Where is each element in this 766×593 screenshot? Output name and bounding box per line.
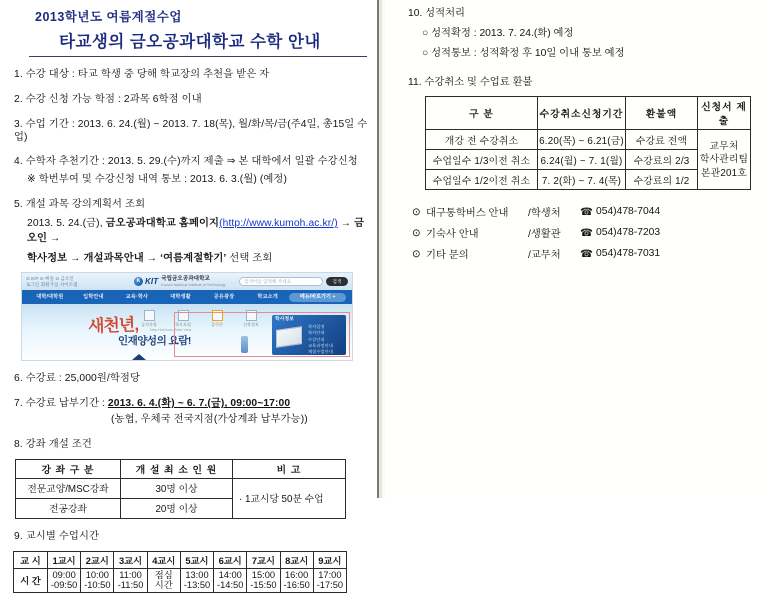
page-divider bbox=[377, 0, 385, 498]
cell: 수업일수 1/3이전 취소 bbox=[426, 150, 538, 170]
contact-label: 기숙사 안내 bbox=[426, 229, 479, 241]
cell: 개강 전 수강취소 bbox=[426, 130, 538, 150]
period-header: 7교시 bbox=[247, 551, 280, 568]
panel-link: 계절수업안내 bbox=[308, 348, 333, 354]
banner-widget bbox=[241, 336, 248, 353]
cell: 6.20(목) ~ 6.21(금) bbox=[538, 130, 626, 150]
panel-link: 학사일정 bbox=[308, 324, 325, 330]
homepage-link[interactable]: (http://www.kumoh.ac.kr/) bbox=[219, 218, 338, 230]
cell: 수업일수 1/2이전 취소 bbox=[426, 170, 538, 190]
kit-logo bbox=[134, 276, 226, 287]
lunch-cell: 점심 시간 bbox=[147, 568, 180, 592]
item-5-date: 2013. 5. 24.(금), bbox=[27, 218, 106, 230]
bullet-icon: ⊙ bbox=[412, 206, 421, 218]
bullet-icon: ⊙ bbox=[412, 227, 421, 239]
item-7 bbox=[14, 398, 369, 427]
period-header: 1교시 bbox=[48, 551, 81, 568]
contact-row bbox=[412, 246, 758, 261]
book-icon bbox=[276, 326, 302, 348]
period-header: 5교시 bbox=[180, 551, 213, 568]
col-header: 강 좌 구 분 bbox=[16, 459, 121, 478]
table-header-row bbox=[426, 97, 751, 130]
table-row bbox=[426, 130, 751, 150]
contact-label: 기타 문의 bbox=[426, 250, 469, 262]
col-header: 구 분 bbox=[426, 97, 538, 130]
item-6: 6. 수강료 : 25,000원/학점당 bbox=[14, 373, 141, 385]
banner-headline: 새천년, bbox=[87, 315, 139, 337]
doc-subtitle: 2013학년도 여름계절수업 bbox=[35, 10, 182, 24]
menu-gaeseol: 개설과목안내 bbox=[83, 252, 144, 264]
item-7-label: 7. 수강료 납부기간 : bbox=[14, 398, 108, 410]
nav-item: 입학안내 bbox=[83, 294, 104, 301]
homepage-label: 금오공과대학교 홈페이지 bbox=[105, 218, 220, 230]
period-header: 4교시 bbox=[147, 551, 180, 568]
panel-link: 교육과정안내 bbox=[308, 342, 333, 348]
kit-logo-icon: K bbox=[134, 277, 143, 286]
quick-item-label: 클릭존 bbox=[211, 322, 223, 328]
document-page-2 bbox=[385, 0, 766, 498]
table-header-row bbox=[16, 459, 346, 478]
contact-dept: /교무처 bbox=[528, 250, 561, 262]
university-name: 국립금오공과대학교 bbox=[161, 276, 210, 283]
kit-logo-text: KIT bbox=[145, 276, 159, 286]
col-header: 신청서 제출 bbox=[698, 97, 751, 130]
contact-phone: 054)478-7031 bbox=[596, 248, 661, 260]
time-cell: 14:00 -14:50 bbox=[214, 568, 247, 592]
period-header: 6교시 bbox=[214, 551, 247, 568]
website-screenshot bbox=[21, 272, 353, 361]
item-5-line1 bbox=[27, 216, 369, 247]
course-open-condition-table bbox=[15, 459, 346, 519]
col-header: 환불액 bbox=[626, 97, 698, 130]
cell: 전문교양/MSC강좌 bbox=[16, 478, 121, 498]
item-9: 9. 교시별 수업시간 bbox=[14, 530, 100, 542]
cell: 수강료의 2/3 bbox=[626, 150, 698, 170]
period-header: 2교시 bbox=[81, 551, 114, 568]
panel-links bbox=[308, 324, 333, 354]
utility-links-row2: 로그인 회원가입 사이트맵 bbox=[26, 281, 78, 287]
panel-body bbox=[275, 324, 343, 354]
period-header: 3교시 bbox=[114, 551, 147, 568]
quick-item-label: 학사포털 bbox=[175, 322, 191, 328]
period-header: 9교시 bbox=[313, 551, 346, 568]
item-4-note: ※ 학번부여 및 수강신청 내역 통보 : 2013. 6. 3.(월) (예정) bbox=[27, 174, 288, 186]
cell: 20명 이상 bbox=[121, 498, 233, 518]
item-2: 2. 수강 신청 가능 학점 : 2과목 6학점 이내 bbox=[14, 93, 202, 105]
col-header: 수강취소신청기간 bbox=[538, 97, 626, 130]
quick-item bbox=[135, 310, 163, 327]
table-row bbox=[16, 478, 346, 498]
university-name-en: Kumoh National Institute of Technology bbox=[161, 283, 226, 288]
cell: 7. 2(화) ~ 7. 4(목) bbox=[538, 170, 626, 190]
cell: 수강료의 1/2 bbox=[626, 170, 698, 190]
class-time-table bbox=[13, 551, 347, 593]
item-4 bbox=[14, 156, 369, 187]
quick-item-label: 신착정보 bbox=[243, 322, 259, 328]
period-header: 8교시 bbox=[280, 551, 313, 568]
arrow: → bbox=[143, 252, 161, 264]
cell-note: · 1교시당 50분 수업 bbox=[233, 478, 346, 518]
menu-haksa: 학사정보 bbox=[27, 252, 68, 264]
utility-links bbox=[26, 276, 112, 288]
menu-kumohin: 금오인 bbox=[27, 218, 365, 245]
corner-header: 교 시 bbox=[14, 551, 48, 568]
item-5-line2 bbox=[27, 251, 369, 266]
time-cell: 16:00 -16:50 bbox=[280, 568, 313, 592]
phone-icon: ☎ bbox=[580, 248, 593, 260]
contact-label: 대구통학버스 안내 bbox=[426, 208, 509, 220]
kit-logo-name bbox=[161, 276, 225, 287]
cell: 30명 이상 bbox=[121, 478, 233, 498]
quick-item-label: 공지사항 bbox=[141, 322, 157, 328]
contact-phone: 054)478-7044 bbox=[596, 206, 661, 218]
contact-list bbox=[412, 204, 758, 261]
site-topbar bbox=[22, 273, 352, 290]
item-10-a: ○ 성적확정 : 2013. 7. 24.(화) 예정 bbox=[422, 27, 574, 39]
cell: 6.24(월) ~ 7. 1(월) bbox=[538, 150, 626, 170]
utility-links-row1: ⊙ KIT ⊙ 메일 ⊙ 금오인 bbox=[26, 275, 74, 281]
cell: 수강료 전액 bbox=[626, 130, 698, 150]
bullet-icon: ⊙ bbox=[412, 248, 421, 260]
title-underline bbox=[29, 56, 367, 57]
time-cell: 17:00 -17:50 bbox=[313, 568, 346, 592]
time-cell: 11:00 -11:50 bbox=[114, 568, 147, 592]
table-row bbox=[14, 568, 347, 592]
contact-phone: 054)478-7203 bbox=[596, 227, 661, 239]
site-navbar bbox=[22, 290, 352, 304]
checkbox-icon bbox=[144, 310, 155, 321]
table-header-row bbox=[14, 551, 347, 568]
item-5 bbox=[14, 199, 369, 361]
site-search bbox=[239, 277, 348, 286]
panel-title: 학사정보 bbox=[275, 317, 294, 323]
contact-dept: /생활관 bbox=[528, 229, 561, 241]
contact-dept: /학생처 bbox=[528, 208, 561, 220]
item-5-heading: 5. 개설 과목 강의계획서 조회 bbox=[14, 199, 146, 211]
nav-quick-button: 메뉴/바로가기 + bbox=[289, 293, 346, 302]
banner-triangle bbox=[132, 354, 146, 360]
nav-item: 공유광장 bbox=[213, 294, 235, 301]
time-cell: 09:00 -09:50 bbox=[48, 568, 81, 592]
nav-item: 대학생활 bbox=[170, 294, 191, 301]
panel-link: 수강안내 bbox=[308, 336, 325, 342]
banner-slogan: 인재양성의 요람! bbox=[118, 335, 191, 348]
document-page-1 bbox=[0, 0, 377, 591]
haksa-info-panel bbox=[272, 315, 346, 355]
item-5-tail: 선택 조회 bbox=[226, 252, 273, 264]
arrow: → bbox=[337, 218, 355, 230]
nav-item: 교육·학사 bbox=[125, 294, 149, 301]
search-input: 검색어를 입력해 주세요 bbox=[239, 277, 323, 286]
item-1: 1. 수강 대상 : 타교 학생 중 당해 학교장의 추천을 받은 자 bbox=[14, 69, 270, 80]
contact-row bbox=[412, 225, 758, 240]
phone-icon: ☎ bbox=[580, 206, 593, 218]
item-10-b: ○ 성적통보 : 성적확정 후 10일 이내 통보 예정 bbox=[422, 47, 625, 59]
menu-season: ‘여름계절학기’ bbox=[160, 252, 227, 264]
doc-title: 타교생의 금오공과대학교 수학 안내 bbox=[59, 33, 321, 51]
cell: 전공강좌 bbox=[16, 498, 121, 518]
panel-link: 학사안내 bbox=[308, 330, 325, 336]
contact-row bbox=[412, 204, 758, 219]
nav-item: 대학/대학원 bbox=[36, 294, 64, 301]
refund-table bbox=[425, 96, 751, 190]
item-10: 10. 성적처리 bbox=[408, 8, 465, 19]
item-7-note: (농협, 우체국 전국지점(가상계좌 납부가능)) bbox=[111, 414, 308, 426]
time-cell: 10:00 -10:50 bbox=[81, 568, 114, 592]
site-banner bbox=[22, 304, 352, 360]
cell-office: 교무처 학사관리팀 본관201호 bbox=[698, 130, 751, 190]
payment-period: 2013. 6. 4.(화) ~ 6. 7.(금), 09:00~17:00 bbox=[107, 398, 291, 410]
banner-headline-en: New Horizons, New View bbox=[150, 328, 192, 333]
col-header: 비 고 bbox=[233, 459, 346, 478]
time-cell: 13:00 -13:50 bbox=[180, 568, 213, 592]
item-8: 8. 강좌 개설 조건 bbox=[14, 438, 92, 450]
time-cell: 15:00 -15:50 bbox=[247, 568, 280, 592]
item-3: 3. 수업 기간 : 2013. 6. 24.(월) ~ 2013. 7. 18(목), 월/화/목/금(주4일, 총15일 수업) bbox=[14, 118, 368, 143]
col-header: 개 설 최 소 인 원 bbox=[121, 459, 233, 478]
arrow: → bbox=[67, 252, 84, 264]
search-button: 검색 bbox=[326, 277, 348, 286]
item-11: 11. 수강취소 및 수업료 환불 bbox=[408, 76, 533, 88]
phone-icon: ☎ bbox=[580, 227, 593, 239]
row-header: 시 간 bbox=[14, 568, 48, 592]
arrow: → bbox=[47, 233, 61, 245]
nav-item: 학교소개 bbox=[257, 294, 278, 301]
item-4-main: 4. 수학자 추천기간 : 2013. 5. 29.(수)까지 제출 ⇒ 본 대학에서 일괄 수강신청 bbox=[14, 156, 358, 168]
